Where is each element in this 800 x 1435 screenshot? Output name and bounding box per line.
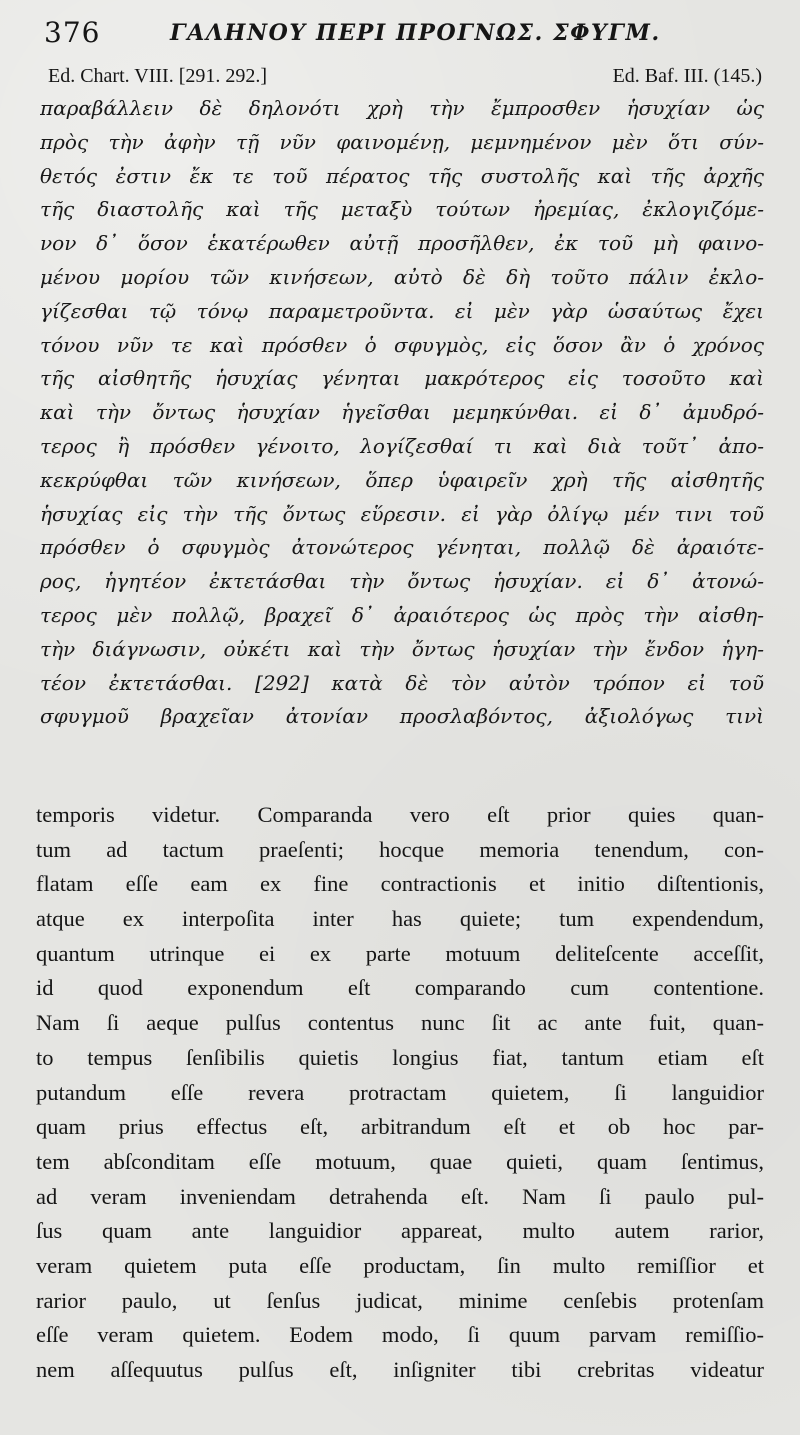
greek-line: ρος, ἡγητέον ἐκτετάσθαι τὴν ὄντως ἡσυχίαν. εἰ δ᾽ ἀτονώ- (40, 569, 764, 594)
latin-line: Nam ſi aeque pulſus contentus nunc ſit ac ante fuit, quan- (36, 1010, 764, 1036)
greek-line: νον δ᾽ ὅσον ἑκατέρωθεν αὐτῇ προσῆλθεν, ἐκ τοῦ μὴ φαινο- (40, 231, 764, 256)
greek-line: τὴν διάγνωσιν, οὐκέτι καὶ τὴν ὄντως ἡσυχίαν τὴν ἔνδον ἡγη- (40, 636, 764, 661)
greek-line: πρόσθεν ὁ σφυγμὸς ἀτονώτερος γένηται, πολλῷ δὲ ἀραιότε- (40, 535, 764, 560)
page-header (44, 16, 760, 50)
latin-line: ſus quam ante languidior appareat, multo autem rarior, (36, 1218, 764, 1244)
greek-line: μένου μορίου τῶν κινήσεων, αὐτὸ δὲ δὴ τοῦτο πάλιν ἐκλο- (40, 264, 764, 289)
latin-text-block (36, 798, 764, 1388)
greek-line: τερος μὲν πολλῷ, βραχεῖ δ᾽ ἀραιότερος ὡς πρὸς τὴν αἰσθη- (40, 602, 764, 627)
latin-line: atque ex interpoſita inter has quiete; tum expendendum, (36, 906, 764, 932)
latin-line: flatam eſſe eam ex fine contractionis et initio diſtentionis, (36, 871, 764, 897)
greek-text-block (40, 92, 764, 734)
latin-line: tem abſconditam eſſe motuum, quae quieti, quam ſentimus, (36, 1148, 764, 1174)
greek-line: τῆς διαστολῆς καὶ τῆς μεταξὺ τούτων ἠρεμίας, ἐκλογιζόμε- (40, 197, 764, 222)
latin-line: veram quietem puta eſſe productam, ſin multo remiſſior et (36, 1252, 764, 1278)
latin-line: tum ad tactum praeſenti; hocque memoria tenendum, con- (36, 836, 764, 862)
greek-line: παραβάλλειν δὲ δηλονότι χρὴ τὴν ἔμπροσθεν ἡσυχίαν ὡς (40, 96, 764, 120)
greek-line: τόνου νῦν τε καὶ πρόσθεν ὁ σφυγμὸς, εἰς ὅσον ἂν ὁ χρόνος (40, 332, 764, 357)
greek-line: θετός ἐστιν ἔκ τε τοῦ πέρατος τῆς συστολῆς καὶ τῆς ἀρχῆς (40, 163, 764, 188)
latin-line: to tempus ſenſibilis quietis longius fiat, tantum etiam eſt (36, 1044, 764, 1070)
greek-line: καὶ τὴν ὄντως ἡσυχίαν ἡγεῖσθαι μεμηκύνθαι. εἰ δ᾽ ἀμυδρό- (40, 400, 764, 425)
page-number: 376 (44, 16, 101, 49)
greek-line: ἡσυχίας εἰς τὴν τῆς ὄντως εὕρεσιν. εἰ γὰρ ὀλίγῳ μέν τινι τοῦ (40, 501, 764, 526)
latin-line: quantum utrinque ei ex parte motuum deliteſcente acceſſit, (36, 940, 764, 966)
running-title: ΓΑΛΗΝΟΥ ΠΕΡΙ ΠΡΟΓΝΩΣ. ΣΦΥΓΜ. (170, 20, 661, 46)
latin-line: nem aſſequutus pulſus eſt, inſigniter tibi crebritas videatur (36, 1357, 764, 1382)
latin-line: id quod exponendum eſt comparando cum contentione. (36, 975, 764, 1001)
greek-line: σφυγμοῦ βραχεῖαν ἀτονίαν προσλαβόντος, ἀξιολόγως τινὶ (40, 704, 764, 729)
greek-line: τέον ἐκτετάσθαι. [292] κατὰ δὲ τὸν αὐτὸν τρόπον εἰ τοῦ (40, 670, 764, 695)
greek-line: γίζεσθαι τῷ τόνῳ παραμετροῦντα. εἰ μὲν γὰρ ὡσαύτως ἔχει (40, 298, 764, 323)
greek-line: τερος ἢ πρόσθεν γένοιτο, λογίζεσθαί τι καὶ διὰ τοῦτ᾽ ἀπο- (40, 433, 764, 458)
edition-reference-right: Ed. Baf. III. (145.) (612, 65, 762, 87)
latin-line: ad veram inveniendam detrahenda eſt. Nam ſi paulo pul- (36, 1183, 764, 1209)
greek-line: πρὸς τὴν ἀφὴν τῇ νῦν φαινομένῃ, μεμνημένον μὲν ὅτι σύν- (40, 129, 764, 154)
latin-line: putandum eſſe revera protractam quietem, ſi languidior (36, 1079, 764, 1105)
greek-line: τῆς αἰσθητῆς ἡσυχίας γένηται μακρότερος εἰς τοσοῦτο καὶ (40, 366, 764, 391)
latin-line: quam prius effectus eſt, arbitrandum eſt et ob hoc par- (36, 1114, 764, 1140)
greek-line: κεκρύφθαι τῶν κινήσεων, ὅπερ ὑφαιρεῖν χρὴ τῆς αἰσθητῆς (40, 467, 764, 492)
latin-line: temporis videtur. Comparanda vero eſt prior quies quan- (36, 802, 764, 827)
latin-line: eſſe veram quietem. Eodem modo, ſi quum parvam remiſſio- (36, 1322, 764, 1348)
edition-reference-left: Ed. Chart. VIII. [291. 292.] (48, 65, 268, 87)
latin-line: rarior paulo, ut ſenſus judicat, minime cenſebis protenſam (36, 1287, 764, 1313)
